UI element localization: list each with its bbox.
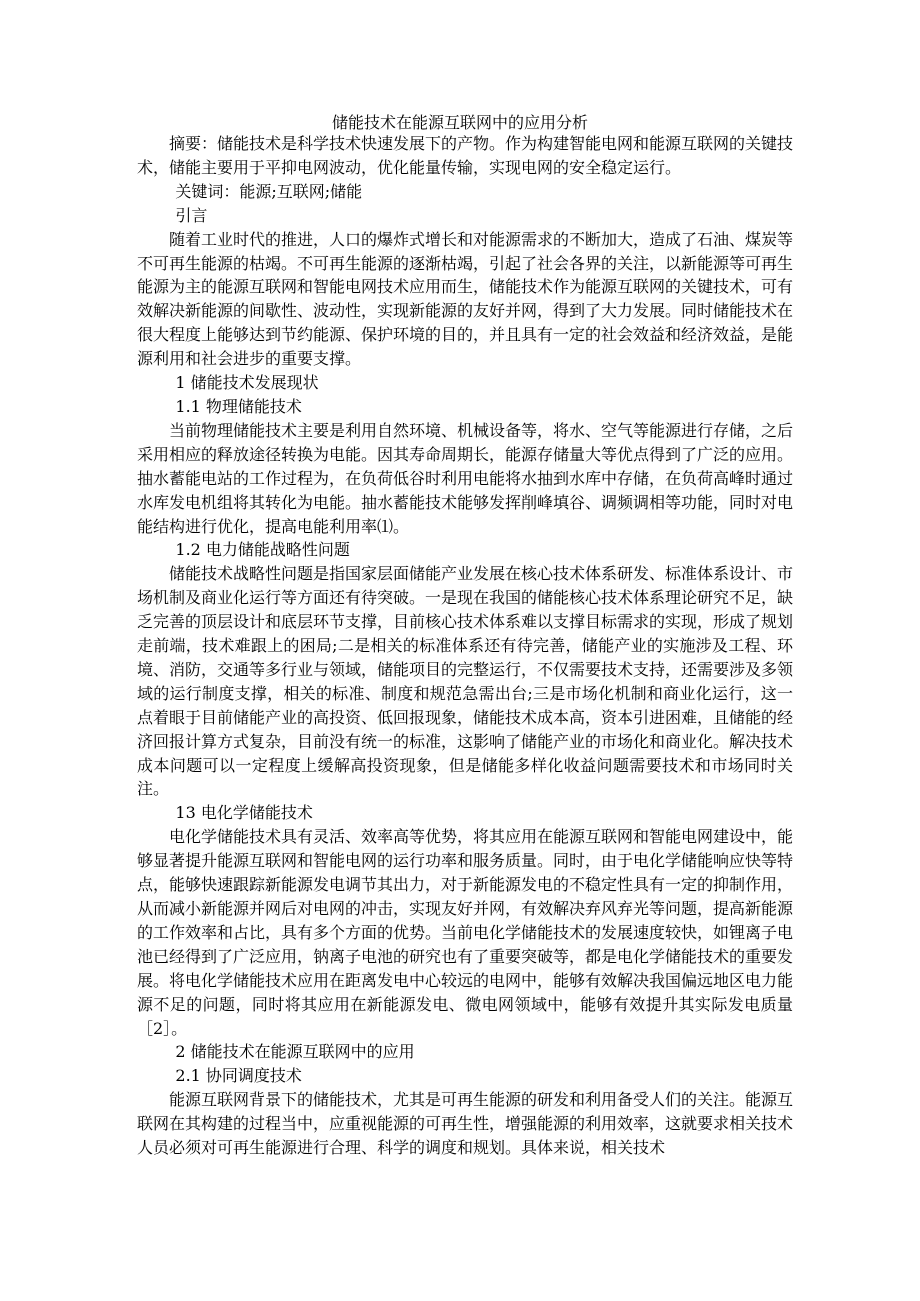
- section-1-1-paragraph: 当前物理储能技术主要是利用自然环境、机械设备等，将水、空气等能源进行存储，之后采用相应的释放途径转换为电能。因其寿命周期长，能源存储量大等优点得到了广泛的应用。抽水蓄能电站的工作过程为，在负荷低谷时利用电能将水抽到水库中存储，在负荷高峰时通过水库发电机组将其转化为电能。抽水蓄能技术能够发挥削峰填谷、调频调相等功能，同时对电能结构进行优化，提高电能利用率⑴。: [137, 420, 794, 536]
- section-1-1-heading: 1.1 物理储能技术: [175, 396, 302, 416]
- keywords-line: 关键词：能源;互联网;储能: [175, 181, 363, 201]
- section-2-1-paragraph: 能源互联网背景下的储能技术，尤其是可再生能源的研发和利用备受人们的关注。能源互联网在其构建的过程当中，应重视能源的可再生性，增强能源的利用效率，这就要求相关技术人员必须对可再生能源进行合理、科学的调度和规划。具体来说，相关技术: [137, 1090, 794, 1158]
- section-1-2-heading: 1.2 电力储能战略性问题: [175, 540, 350, 560]
- section-1-heading: 1 储能技术发展现状: [175, 373, 319, 393]
- intro-heading: 引言: [175, 205, 208, 225]
- section-2-1-heading: 2.1 协同调度技术: [175, 1066, 302, 1086]
- section-1-3-heading: 13 电化学储能技术: [175, 803, 313, 823]
- section-1-2-paragraph: 储能技术战略性问题是指国家层面储能产业发展在核心技术体系研发、标准体系设计、市场机制及商业化运行等方面还有待突破。一是现在我国的储能核心技术体系理论研究不足，缺乏完善的顶层设计和底层环节支撑，目前核心技术体系难以支撑目标需求的实现，形成了规划走前端，技术难跟上的困局;二是相关的标准体系还有待完善，储能产业的实施涉及工程、环境、消防，交通等多行业与领域，储能项目的完整运行，不仅需要技术支持，还需要涉及多领域的运行制度支撑，相关的标准、制度和规范急需出台;三是市场化机制和商业化运行，这一点着眼于目前储能产业的高投资、低回报现象，储能技术成本高，资本引进困难，且储能的经济回报计算方式复杂，目前没有统一的标准，这影响了储能产业的市场化和商业化。解决技术成本问题可以一定程度上缓解高投资现象，但是储能多样化收益问题需要技术和市场同时关注。: [137, 564, 794, 799]
- document-title: 储能技术在能源互联网中的应用分析: [331, 113, 588, 132]
- document-body: [137, 132, 793, 1160]
- section-2-heading: 2 储能技术在能源互联网中的应用: [175, 1042, 415, 1062]
- abstract-paragraph: 摘要：储能技术是科学技术快速发展下的产物。作为构建智能电网和能源互联网的关键技术，储能主要用于平抑电网波动，优化能量传输，实现电网的安全稳定运行。: [137, 134, 794, 177]
- section-1-3-paragraph: 电化学储能技术具有灵活、效率高等优势，将其应用在能源互联网和智能电网建设中，能够显著提升能源互联网和智能电网的运行功率和服务质量。同时，由于电化学储能响应快等特点，能够快速跟踪新能源发电调节其出力，对于新能源发电的不稳定性具有一定的抑制作用，从而减小新能源并网后对电网的冲击，实现友好并网，有效解决弃风弃光等问题，提高新能源的工作效率和占比，具有多个方面的优势。当前电化学储能技术的发展速度较快，如锂离子电池已经得到了广泛应用，钠离子电池的研究也有了重要突破等，都是电化学储能技术的重要发展。将电化学储能技术应用在距离发电中心较远的电网中，能够有效解决我国偏远地区电力能源不足的问题，同时将其应用在新能源发电、微电网领域中，能够有效提升其实际发电质量［2］。: [137, 827, 794, 1038]
- intro-paragraph: 随着工业时代的推进，人口的爆炸式增长和对能源需求的不断加大，造成了石油、煤炭等不可再生能源的枯竭。不可再生能源的逐渐枯竭，引起了社会各界的关注，以新能源等可再生能源为主的能源互联网和智能电网技术应用而生，储能技术作为能源互联网的关键技术，可有效解决新能源的间歇性、波动性，实现新能源的友好并网，得到了大力发展。同时储能技术在很大程度上能够达到节约能源、保护环境的目的，并且具有一定的社会效益和经济效益，是能源利用和社会进步的重要支撑。: [137, 229, 794, 369]
